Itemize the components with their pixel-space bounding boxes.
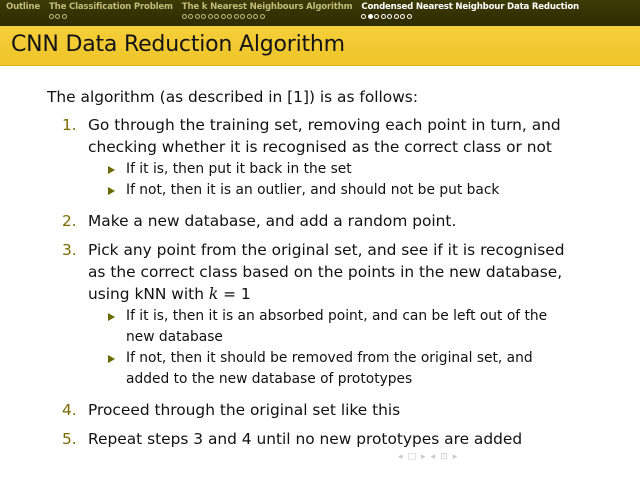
list-item-text: Proceed through the original set like this	[88, 401, 401, 419]
slide-dot[interactable]	[361, 14, 366, 19]
slide-dot[interactable]	[387, 14, 392, 19]
list-item-number: 5.	[62, 430, 77, 448]
slide-dot[interactable]	[221, 14, 226, 19]
list-item-text: Pick any point from the original set, and see if it is recognised	[88, 241, 565, 259]
navigation-bar	[0, 0, 640, 26]
list-item-text: Make a new database, and add a random point.	[88, 212, 457, 230]
list-item-number: 3.	[62, 241, 77, 259]
nav-prev-section-icon[interactable]: ◂	[430, 452, 436, 462]
list-item-text: as the correct class based on the points in the new database,	[88, 263, 563, 281]
slide-dot[interactable]	[260, 14, 265, 19]
nav-section-4[interactable]	[361, 0, 579, 19]
sub-list-item-text: If it is, then it is an absorbed point, and can be left out of the	[126, 308, 548, 324]
slide-dot[interactable]	[400, 14, 405, 19]
slide-dot[interactable]	[227, 14, 232, 19]
triangle-bullet-icon	[108, 166, 115, 174]
nav-section-progress-dots	[361, 14, 579, 19]
slide-dot[interactable]	[208, 14, 213, 19]
nav-section-3[interactable]	[182, 0, 353, 19]
slide-dot[interactable]	[195, 14, 200, 19]
frame-title-bar	[0, 26, 640, 66]
slide-dot[interactable]	[234, 14, 239, 19]
nav-section-title[interactable]: Condensed Nearest Neighbour Data Reduction	[361, 2, 579, 12]
current-slide-dot[interactable]	[368, 14, 373, 19]
slide-dot[interactable]	[253, 14, 258, 19]
sub-list-item-text: new database	[126, 329, 223, 345]
slide-dot[interactable]	[62, 14, 67, 19]
slide-dot[interactable]	[49, 14, 54, 19]
slide-dot[interactable]	[188, 14, 193, 19]
list-item-number: 4.	[62, 401, 77, 419]
nav-section-progress-dots	[182, 14, 353, 19]
sub-list-item-text: added to the new database of prototypes	[126, 371, 413, 387]
slide-dot[interactable]	[55, 14, 60, 19]
nav-section-title[interactable]: The Classification Problem	[48, 2, 173, 12]
slide-dot[interactable]	[394, 14, 399, 19]
nav-section-1[interactable]	[6, 0, 40, 14]
slide-dot[interactable]	[214, 14, 219, 19]
intro-text: The algorithm (as described in [1]) is as follows:	[47, 88, 418, 106]
nav-section-progress-dots	[49, 14, 173, 19]
nav-section-title[interactable]: The k Nearest Neighbours Algorithm	[181, 2, 353, 12]
beamer-navigation-symbols	[398, 451, 488, 463]
triangle-bullet-icon	[108, 187, 115, 195]
list-item-number: 2.	[62, 212, 77, 230]
slide-dot[interactable]	[201, 14, 206, 19]
sub-list-item-text: If not, then it is an outlier, and should not be put back	[126, 182, 500, 198]
list-item-number: 1.	[62, 116, 77, 134]
sub-list-item-text: If it is, then put it back in the set	[126, 161, 352, 177]
nav-frame-icon[interactable]: □	[407, 452, 417, 462]
slide-dot[interactable]	[407, 14, 412, 19]
nav-section-icon[interactable]: ⊡	[440, 452, 448, 462]
slide-dot[interactable]	[182, 14, 187, 19]
nav-section-2[interactable]	[49, 0, 173, 19]
list-item-text: Repeat steps 3 and 4 until no new prototypes are added	[88, 430, 523, 448]
sub-list-item-text: If not, then it should be removed from the original set, and	[126, 350, 533, 366]
triangle-bullet-icon	[108, 355, 115, 363]
triangle-bullet-icon	[108, 313, 115, 321]
slide-dot[interactable]	[247, 14, 252, 19]
slide-dot[interactable]	[381, 14, 386, 19]
nav-next-section-icon[interactable]: ▸	[452, 452, 458, 462]
nav-prev-frame-icon[interactable]: ◂	[398, 452, 403, 462]
slide-dot[interactable]	[374, 14, 379, 19]
frame-title: CNN Data Reduction Algorithm	[11, 32, 345, 57]
math-variable-k: k	[208, 285, 219, 303]
nav-next-frame-icon[interactable]: ▸	[421, 452, 426, 462]
list-item-text: using kNN with k = 1	[88, 285, 251, 303]
list-item-text: checking whether it is recognised as the correct class or not	[88, 138, 552, 156]
nav-section-title[interactable]: Outline	[6, 2, 40, 12]
slide-dot[interactable]	[240, 14, 245, 19]
list-item-text: Go through the training set, removing each point in turn, and	[88, 116, 561, 134]
